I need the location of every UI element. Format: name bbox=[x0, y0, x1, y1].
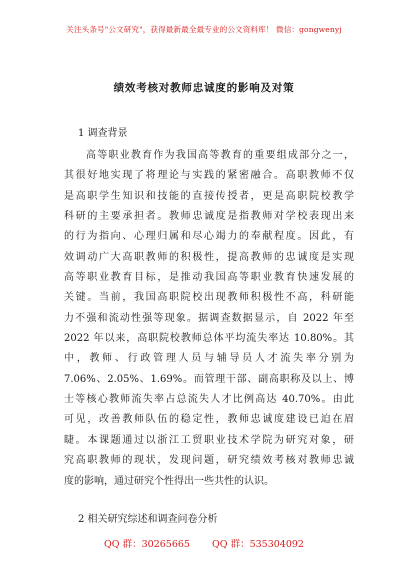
paragraph-line: 科研的主要承担者。教师忠诚度是指教师对学校表现出来 bbox=[64, 211, 354, 223]
paragraph-line: 可见，改善教师队伍的稳定性，教师忠诚度建设已迫在眉 bbox=[64, 414, 354, 426]
qq-group-2: QQ 群：535304092 bbox=[211, 539, 304, 550]
paragraph-line: 士等核心教师流失率占总流失人才比例高达 40.70%。由此 bbox=[64, 394, 354, 406]
paragraph-line: 效调动广大高职教师的积极性，提高教师的忠诚度是实现 bbox=[64, 251, 354, 263]
paragraph-line: 究高职教师的现状，发现问题，研究绩效考核对教师忠诚 bbox=[64, 455, 354, 467]
footer-contacts bbox=[0, 536, 408, 550]
paragraph-line: 2022 年以来，高职院校教师总体平均流失率达 10.80%。其 bbox=[64, 333, 354, 345]
paragraph-line: 度的影响，通过研究个性得出一些共性的认识。 bbox=[64, 475, 274, 487]
paragraph-line: 是高职学生知识和技能的直接传授者，更是高职院校教学 bbox=[64, 190, 354, 202]
header-notice: 关注头条号"公文研究"，获得最新最全最专业的公文资料库！ 微信：gongwenyj bbox=[66, 25, 342, 34]
section-heading-literature: 2 相关研究综述和调查问卷分析 bbox=[78, 514, 218, 525]
paragraph-line: 7.06%、2.05%、1.69%。而管理干部、副高职称及以上、博 bbox=[64, 373, 354, 385]
paragraph-line: 睫。本课题通过以浙江工贸职业技术学院为研究对象，研 bbox=[64, 434, 354, 446]
document-title: 绩效考核对教师忠诚度的影响及对策 bbox=[113, 82, 295, 94]
paragraph-line: 的行为指向、心理归属和尽心竭力的奉献程度。因此，有 bbox=[64, 231, 354, 243]
paragraph-line: 高等职业教育目标，是推动我国高等职业教育快速发展的 bbox=[64, 272, 354, 284]
body-paragraph bbox=[64, 146, 354, 492]
qq-group-1: QQ 群：30265665 bbox=[104, 539, 190, 550]
paragraph-line: 关键。当前，我国高职院校出现教师积极性不高，科研能 bbox=[64, 292, 354, 304]
paragraph-line: 其很好地实现了将理论与实践的紧密融合。高职教师不仅 bbox=[64, 170, 354, 182]
paragraph-line: 中，教师、行政管理人员与辅导员人才流失率分别为 bbox=[64, 353, 354, 365]
paragraph-line: 力不强和流动性强等现象。据调查数据显示，自 2022 年至 bbox=[64, 312, 354, 324]
paragraph-line: 高等职业教育作为我国高等教育的重要组成部分之一， bbox=[86, 150, 354, 161]
section-heading-background: 1 调查背景 bbox=[78, 128, 128, 139]
